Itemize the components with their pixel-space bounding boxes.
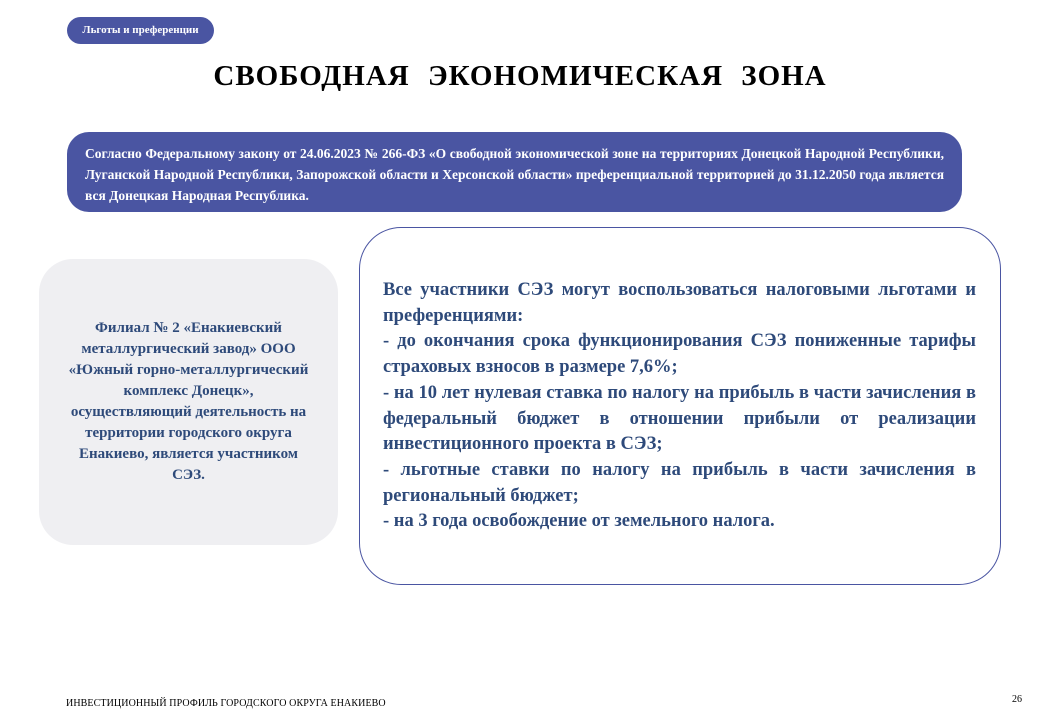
footer-text: ИНВЕСТИЦИОННЫЙ ПРОФИЛЬ ГОРОДСКОГО ОКРУГА ЕНАКИЕВО [66,698,386,709]
benefits-intro: Все участники СЭЗ могут воспользоваться налоговыми льготами и преференциями: [383,280,976,326]
law-text: Согласно Федеральному закону от 24.06.2023 № 266-ФЗ «О свободной экономической зоне на территориях Донецкой Народной Республики, Луганской Народной Республики, Запорожской области и Херсонской области» преференциальной территорией до 31.12.2050 года является вся Донецкая Народная Республика. [85,146,944,203]
benefit-item: - до окончания срока функционирования СЭЗ пониженные тарифы страховых взносов в размере 7,6%; [383,331,976,378]
benefits-box [359,227,1001,585]
benefit-item: - на 10 лет нулевая ставка по налогу на прибыль в части зачисления в федеральный бюджет в отношении прибыли от реализации инвестиционного проекта в СЭЗ; [383,382,976,455]
branch-info-box [39,259,338,545]
page-title: СВОБОДНАЯ ЭКОНОМИЧЕСКАЯ ЗОНА [213,60,827,92]
benefit-item: - льготные ставки по налогу на прибыль в части зачисления в региональный бюджет; [383,459,976,506]
section-tag: Льготы и преференции [67,17,214,44]
law-info-box [67,132,962,212]
page-number: 26 [1012,694,1022,705]
benefit-item: - на 3 года освобождение от земельного налога. [383,511,775,532]
branch-text: Филиал № 2 «Енакиевский металлургический завод» ООО «Южный горно-металлургический комплекс Донецк», осуществляющий деятельность на территории городского округа Енакиево, является участником СЭЗ. [68,320,309,483]
